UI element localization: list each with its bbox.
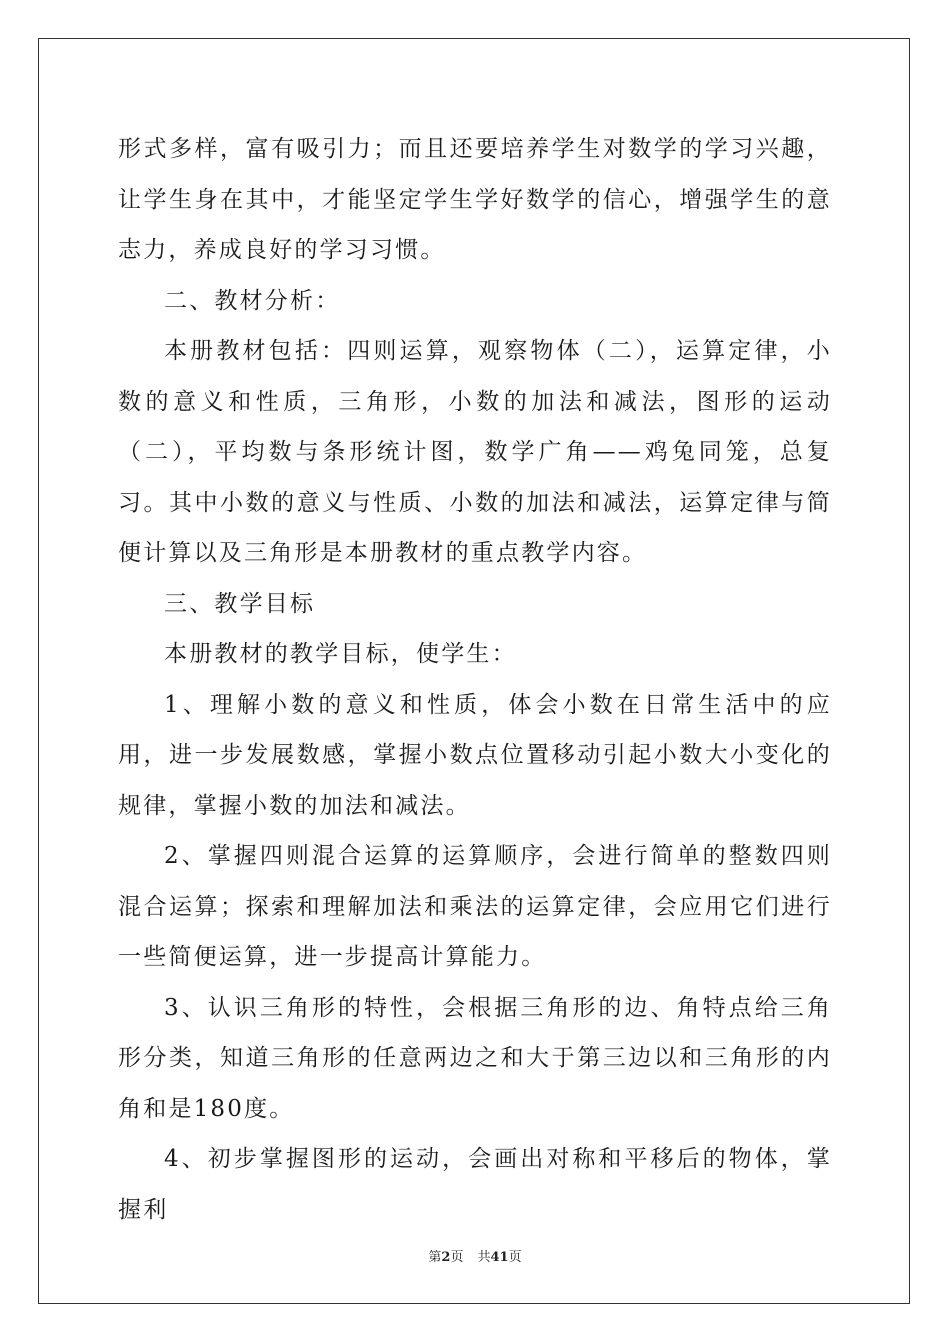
- footer-page-number: 2: [441, 1250, 451, 1265]
- section-heading-teaching-goals: 三、教学目标: [164, 590, 316, 617]
- paragraph-1: 形式多样，富有吸引力；而且还要培养学生对数学的学习兴趣，让学生身在其中，才能坚定学生学好数学的信心，增强学生的意志力，养成良好的学习习惯。: [118, 136, 832, 263]
- goal-item-3: 3、认识三角形的特性，会根据三角形的边、角特点给三角形分类，知道三角形的任意两边之和大于第三边以和三角形的内角和是180度。: [118, 994, 832, 1122]
- document-body: [118, 124, 832, 1235]
- goal-item-2: 2、掌握四则混合运算的运算顺序，会进行简单的整数四则混合运算；探索和理解加法和乘法的运算定律，会应用它们进行一些简便运算，进一步提高计算能力。: [118, 843, 832, 970]
- page-footer: [0, 1246, 950, 1265]
- paragraph-textbook-contents: 本册教材包括：四则运算，观察物体（二），运算定律，小数的意义和性质，三角形，小数的加法和减法，图形的运动（二），平均数与条形统计图，数学广角——鸡兔同笼，总复习。其中小数的意义与性质、小数的加法和减法，运算定律与简便计算以及三角形是本册教材的重点教学内容。: [118, 338, 832, 566]
- footer-total-pages: 41: [490, 1250, 509, 1265]
- footer-total-suffix: 页: [508, 1250, 522, 1265]
- paragraph-goals-intro: 本册教材的教学目标，使学生：: [164, 641, 517, 667]
- footer-total-prefix: 共: [477, 1250, 491, 1265]
- section-heading-textbook-analysis: 二、教材分析：: [164, 287, 341, 314]
- goal-item-1: 1、理解小数的意义和性质，体会小数在日常生活中的应用，进一步发展数感，掌握小数点位置移动引起小数大小变化的规律，掌握小数的加法和减法。: [118, 691, 832, 819]
- footer-prefix: 第: [428, 1250, 442, 1265]
- goal-item-4: 4、初步掌握图形的运动，会画出对称和平移后的物体，掌握利: [118, 1146, 832, 1223]
- footer-page-suffix: 页: [450, 1250, 464, 1265]
